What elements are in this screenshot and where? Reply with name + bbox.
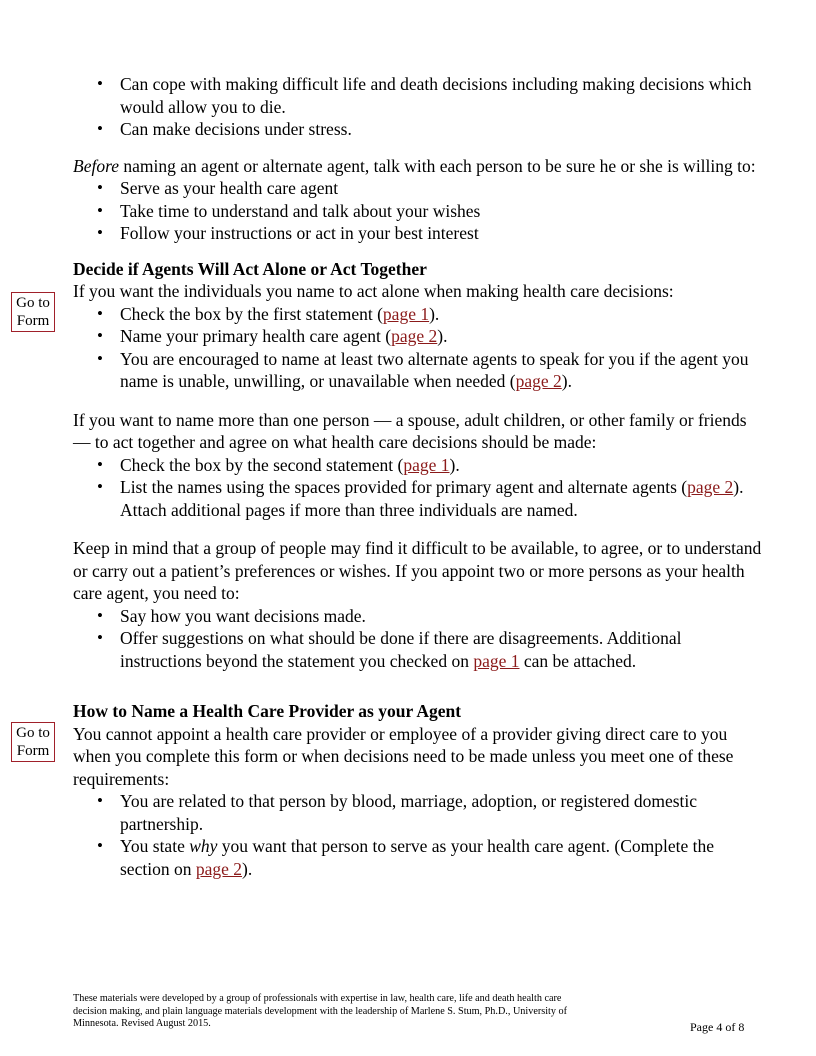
list-item: • You state why you want that person to serve as your health care agent. (Complete the section on page 2).	[73, 835, 763, 880]
provider-bullet-list	[73, 790, 763, 880]
footer-note: These materials were developed by a group of professionals with expertise in law, health care, life and death health care decision making, and plain language materials development with the leadership of Marlene S. Stum, Ph.D., University of Minnesota. Revised August 2015.	[73, 993, 567, 1029]
go-to-form-button[interactable]	[11, 292, 55, 332]
go-to-form-label-line2: Form	[16, 313, 50, 329]
alone-intro: If you want the individuals you name to act alone when making health care decisions:	[73, 281, 674, 301]
list-item: • Check the box by the first statement (page 1).	[73, 303, 763, 326]
list-item: • List the names using the spaces provided for primary agent and alternate agents (page 2). Attach additional pages if more than three individuals are named.	[73, 476, 763, 521]
page-link[interactable]: page 1	[403, 454, 450, 475]
page-link[interactable]: page 2	[195, 858, 242, 879]
list-item: • Can make decisions under stress.	[73, 118, 763, 141]
intro-bullet-list	[73, 73, 763, 141]
list-item: • You are encouraged to name at least two alternate agents to speak for you if the agent you name is unable, unwilling, or unavailable when needed (page 2).	[73, 348, 763, 393]
list-item: • Serve as your health care agent	[73, 177, 763, 200]
go-to-form-button-2[interactable]	[11, 722, 55, 762]
go-to-form-label-line2: Form	[16, 743, 50, 759]
page-number: Page 4 of 8	[690, 1020, 745, 1034]
section-heading-agents: Decide if Agents Will Act Alone or Act Together	[73, 258, 427, 279]
list-item: • Take time to understand and talk about your wishes	[73, 200, 763, 223]
list-item: • Check the box by the second statement (page 1).	[73, 454, 763, 477]
page-link[interactable]: page 1	[473, 650, 520, 671]
list-item: • Say how you want decisions made.	[73, 605, 763, 628]
page-link[interactable]: page 2	[391, 326, 438, 346]
list-item: • Follow your instructions or act in your best interest	[73, 222, 763, 245]
page-link[interactable]: page 2	[515, 371, 562, 391]
list-item: • You are related to that person by blood, marriage, adoption, or registered domestic partnership.	[73, 790, 763, 835]
list-item: • Name your primary health care agent (page 2).	[73, 325, 763, 348]
page-link[interactable]: page 1	[382, 303, 430, 324]
together-intro: If you want to name more than one person — a spouse, adult children, or other family or friends — to act together and agree on what health care decisions should be made:	[73, 409, 747, 452]
page-link[interactable]: page 2	[687, 477, 734, 497]
before-italic: Before	[73, 155, 119, 176]
before-text: naming an agent or alternate agent, talk with each person to be sure he or she is willing to:	[119, 155, 756, 176]
document-body	[73, 73, 763, 880]
go-to-form-label-line1: Go to	[16, 725, 50, 741]
group-bullet-list	[73, 605, 763, 673]
before-bullet-list	[73, 177, 763, 245]
before-paragraph	[73, 155, 763, 178]
go-to-form-label-line1: Go to	[16, 295, 50, 311]
section-heading-provider: How to Name a Health Care Provider as your Agent	[73, 701, 462, 721]
list-item: • Offer suggestions on what should be done if there are disagreements. Additional instructions beyond the statement you checked on page 1 can be attached.	[73, 627, 763, 672]
together-bullet-list	[73, 454, 763, 522]
alone-bullet-list	[73, 303, 763, 393]
provider-intro: You cannot appoint a health care provider or employee of a provider giving direct care to you when you complete this form or when decisions need to be made unless you meet one of these requirements:	[73, 723, 734, 789]
group-intro: Keep in mind that a group of people may find it difficult to be available, to agree, or to understand or carry out a patient’s preferences or wishes. If you appoint two or more persons as your health care agent, you need to:	[73, 538, 762, 603]
list-item: • Can cope with making difficult life and death decisions including making decisions which would allow you to die.	[73, 73, 763, 118]
